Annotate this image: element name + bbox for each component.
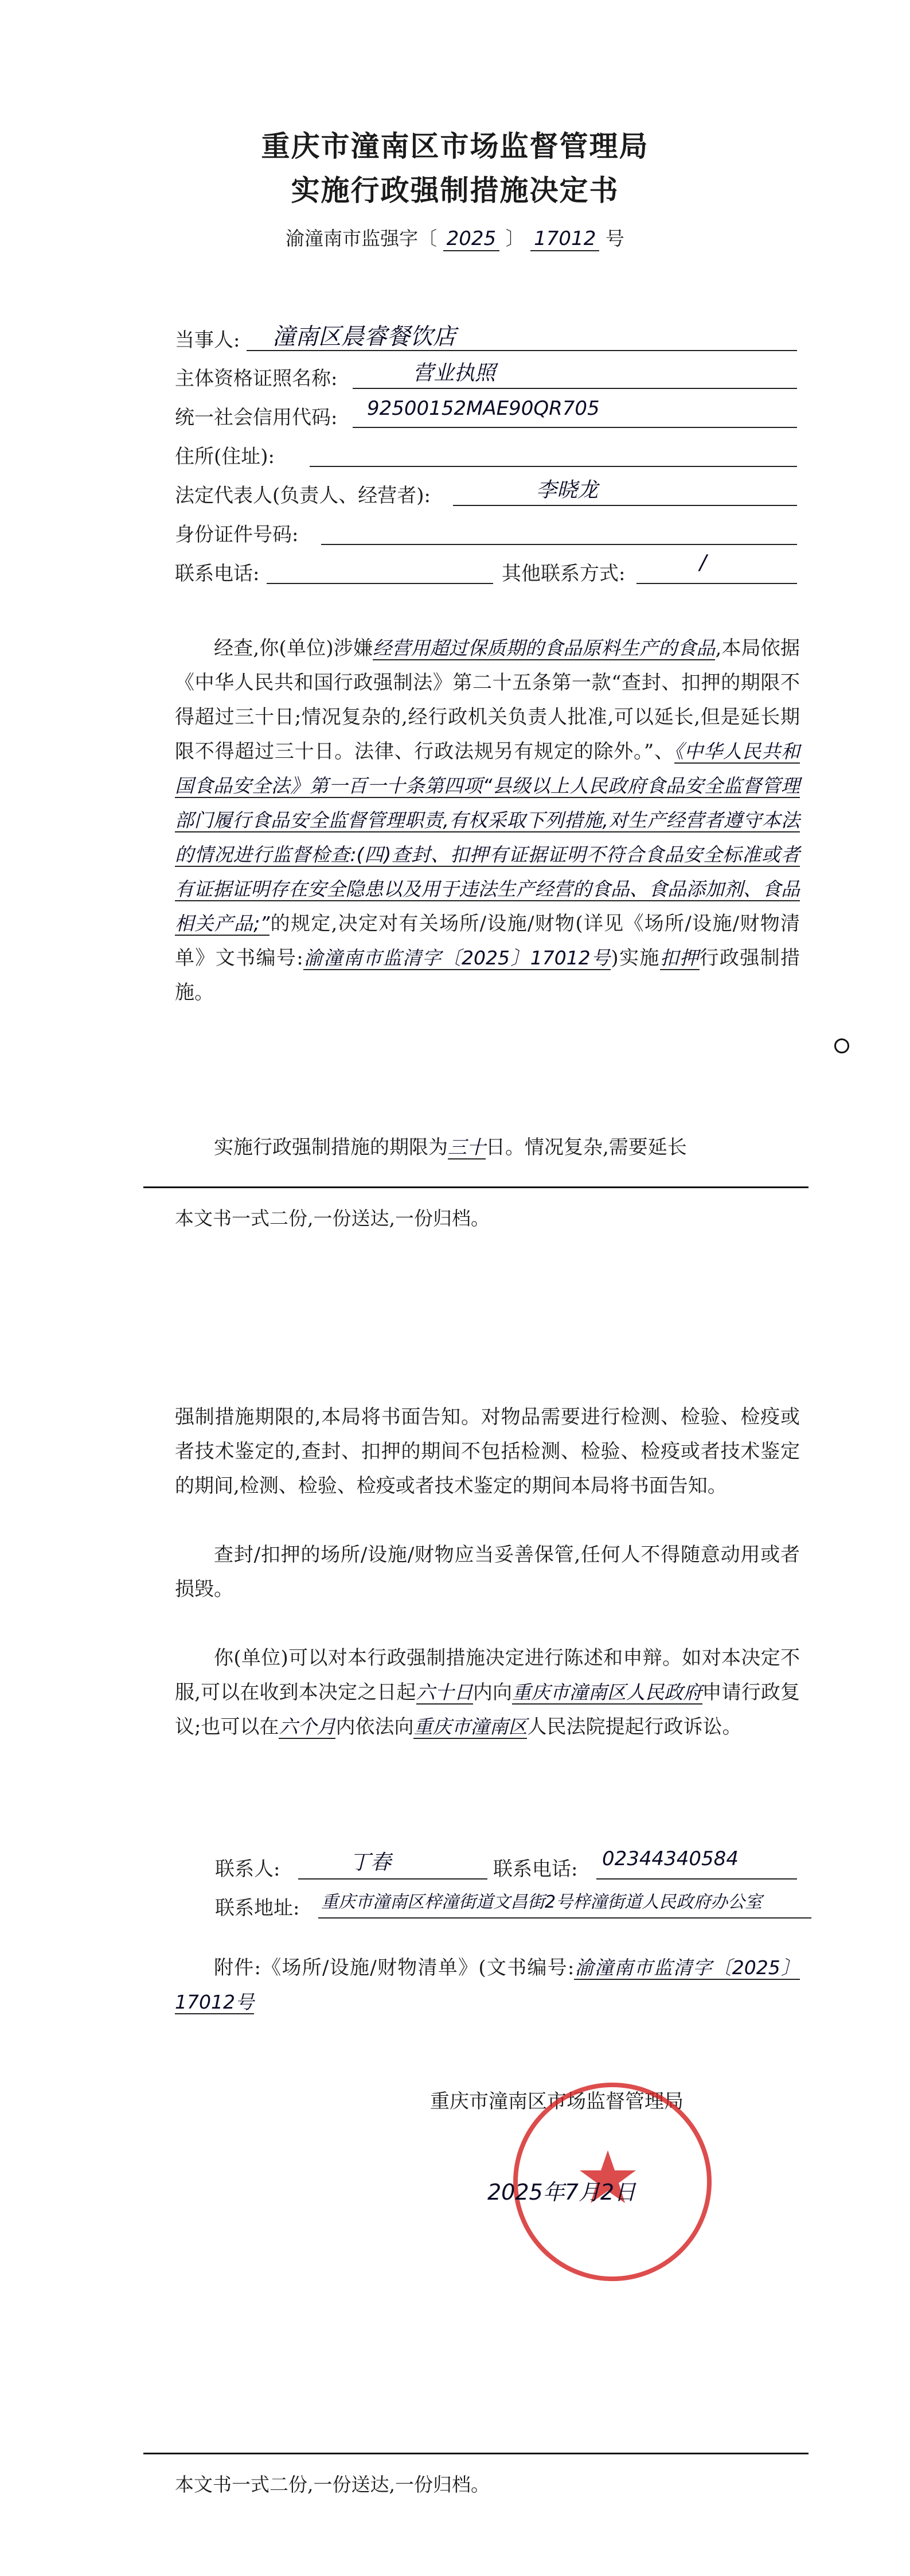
address-label: 住所(住址): bbox=[175, 445, 275, 468]
review-authority-hand: 重庆市潼南区人民政府 bbox=[512, 1681, 702, 1703]
document-title-line1: 重庆市潼南区市场监督管理局 bbox=[261, 130, 649, 163]
contact-address-underline bbox=[318, 1917, 811, 1919]
list-number-hand: 渝潼南市监清字〔2025〕17012号 bbox=[303, 947, 611, 969]
footer-note-1: 本文书一式二份,一份送达,一份归档。 bbox=[175, 1207, 490, 1229]
review-days-hand: 六十日 bbox=[416, 1681, 473, 1703]
cert-name-label: 主体资格证照名称: bbox=[175, 367, 338, 390]
footer-rule-1 bbox=[143, 1186, 809, 1188]
contact-person-value: 丁春 bbox=[350, 1851, 392, 1874]
doc-year: 2025 bbox=[443, 227, 500, 251]
credit-underline bbox=[353, 427, 797, 428]
contact-phone-underline bbox=[596, 1878, 797, 1880]
legal-basis-hand: 《中华人民共和国食品安全法》第一百一十条第四项“县级以上人民政府食品安全监督管理部门履行食品安全监督管理职责,有权采取下列措施,对生产经营者遵守本法的情况进行监督检查:(四)查封、扣押有证据证明不符合食品安全标准或者有证据证明存在安全隐患以及用于违法生产经营的食品、食品添加剂、食品相关产品;” bbox=[175, 740, 800, 935]
issuing-org: 重庆市潼南区市场监督管理局 bbox=[430, 2090, 684, 2113]
other-contact-underline bbox=[636, 583, 797, 584]
cert-name-value: 营业执照 bbox=[413, 361, 496, 385]
measure-type-hand: 扣押 bbox=[659, 947, 700, 969]
decision-body-p3: 强制措施期限的,本局将书面告知。对物品需要进行检测、检验、检疫或者技术鉴定的,查封、扣押的期间不包括检测、检验、检疫或者技术鉴定的期间,检测、检验、检疫或者技术鉴定的期间本局将书面告知。 bbox=[175, 1406, 800, 1497]
legal-rep-value: 李晓龙 bbox=[536, 478, 599, 502]
contact-person-underline bbox=[298, 1878, 487, 1880]
doc-seq: 17012 bbox=[530, 227, 599, 251]
decision-body-p2: 实施行政强制措施的期限为三十日。情况复杂,需要延长 bbox=[214, 1136, 687, 1159]
attachment-note: 附件:《场所/设施/财物清单》(文书编号:渝潼南市监清字〔2025〕17012号 bbox=[175, 1956, 800, 2013]
attachment-number-hand: 渝潼南市监清字〔2025〕17012号 bbox=[175, 1956, 800, 2013]
id-number-label: 身份证件号码: bbox=[175, 523, 299, 546]
legal-underline bbox=[453, 505, 797, 506]
issue-date-hand: 2025年7月2日 bbox=[487, 2180, 636, 2205]
decision-body-p1: 经查,你(单位)涉嫌经营用超过保质期的食品原料生产的食品,本局依据《中华人民共和国行政强制法》第二十五条第一款“查封、扣押的期限不得超过三十日;情况复杂的,经行政机关负责人批准,可以延长,但是延长期限不得超过三十日。法律、行政法规另有规定的除外。”、《中华人民共和国食品安全法》第一百一十条第四项“县级以上人民政府食品安全监督管理部门履行食品安全监督管理职责,有权采取下列措施,对生产经营者遵守本法的情况进行监督检查:(四)查封、扣押有证据证明不符合食品安全标准或者有证据证明存在安全隐患以及用于违法生产经营的食品、食品添加剂、食品相关产品;”的规定,决定对有关场所/设施/财物(详见《场所/设施/财物清单》文书编号:渝潼南市监清字〔2025〕17012号)实施扣押行政强制措施。 bbox=[175, 637, 800, 1004]
id-underline bbox=[321, 544, 797, 545]
phone-underline bbox=[267, 583, 493, 584]
credit-code-label: 统一社会信用代码: bbox=[175, 406, 338, 429]
document-number: 渝潼南市监强字〔 2025 〕 17012 号 bbox=[286, 227, 624, 250]
contact-address-label: 联系地址: bbox=[215, 1897, 300, 1920]
contact-person-label: 联系人: bbox=[215, 1858, 280, 1881]
contact-phone-label: 联系电话: bbox=[493, 1858, 578, 1881]
other-contact-value: / bbox=[700, 551, 707, 574]
decision-body-p4: 查封/扣押的场所/设施/财物应当妥善保管,任何人不得随意动用或者损毁。 bbox=[175, 1543, 800, 1601]
document-title-line2: 实施行政强制措施决定书 bbox=[291, 174, 619, 207]
contact-address-value: 重庆市潼南区梓潼街道文昌街2号梓潼街道人民政府办公室 bbox=[321, 1892, 763, 1912]
footer-note-2: 本文书一式二份,一份送达,一份归档。 bbox=[175, 2473, 490, 2496]
phone-label: 联系电话: bbox=[175, 562, 260, 585]
footer-rule-2 bbox=[143, 2453, 809, 2454]
margin-hole bbox=[834, 1038, 849, 1053]
court-hand: 重庆市潼南区 bbox=[413, 1715, 528, 1738]
other-contact-label: 其他联系方式: bbox=[502, 562, 626, 585]
lawsuit-months-hand: 六个月 bbox=[279, 1715, 336, 1738]
contact-phone-value: 02344340584 bbox=[602, 1847, 739, 1870]
party-name-label: 当事人: bbox=[175, 329, 240, 352]
cert-underline bbox=[353, 388, 797, 389]
credit-code-value: 92500152MAE90QR705 bbox=[367, 397, 600, 420]
legal-rep-label: 法定代表人(负责人、经营者): bbox=[175, 484, 431, 507]
address-underline bbox=[310, 466, 797, 467]
term-days-hand: 三十 bbox=[448, 1136, 486, 1158]
violation-hand: 经营用超过保质期的食品原料生产的食品 bbox=[373, 637, 716, 659]
party-name-value: 潼南区晨睿餐饮店 bbox=[272, 324, 456, 350]
decision-body-p5: 你(单位)可以对本行政强制措施决定进行陈述和申辩。如对本决定不服,可以在收到本决定之日起六十日内向重庆市潼南区人民政府申请行政复议;也可以在六个月内依法向重庆市潼南区人民法院提起行政诉讼。 bbox=[175, 1647, 800, 1738]
